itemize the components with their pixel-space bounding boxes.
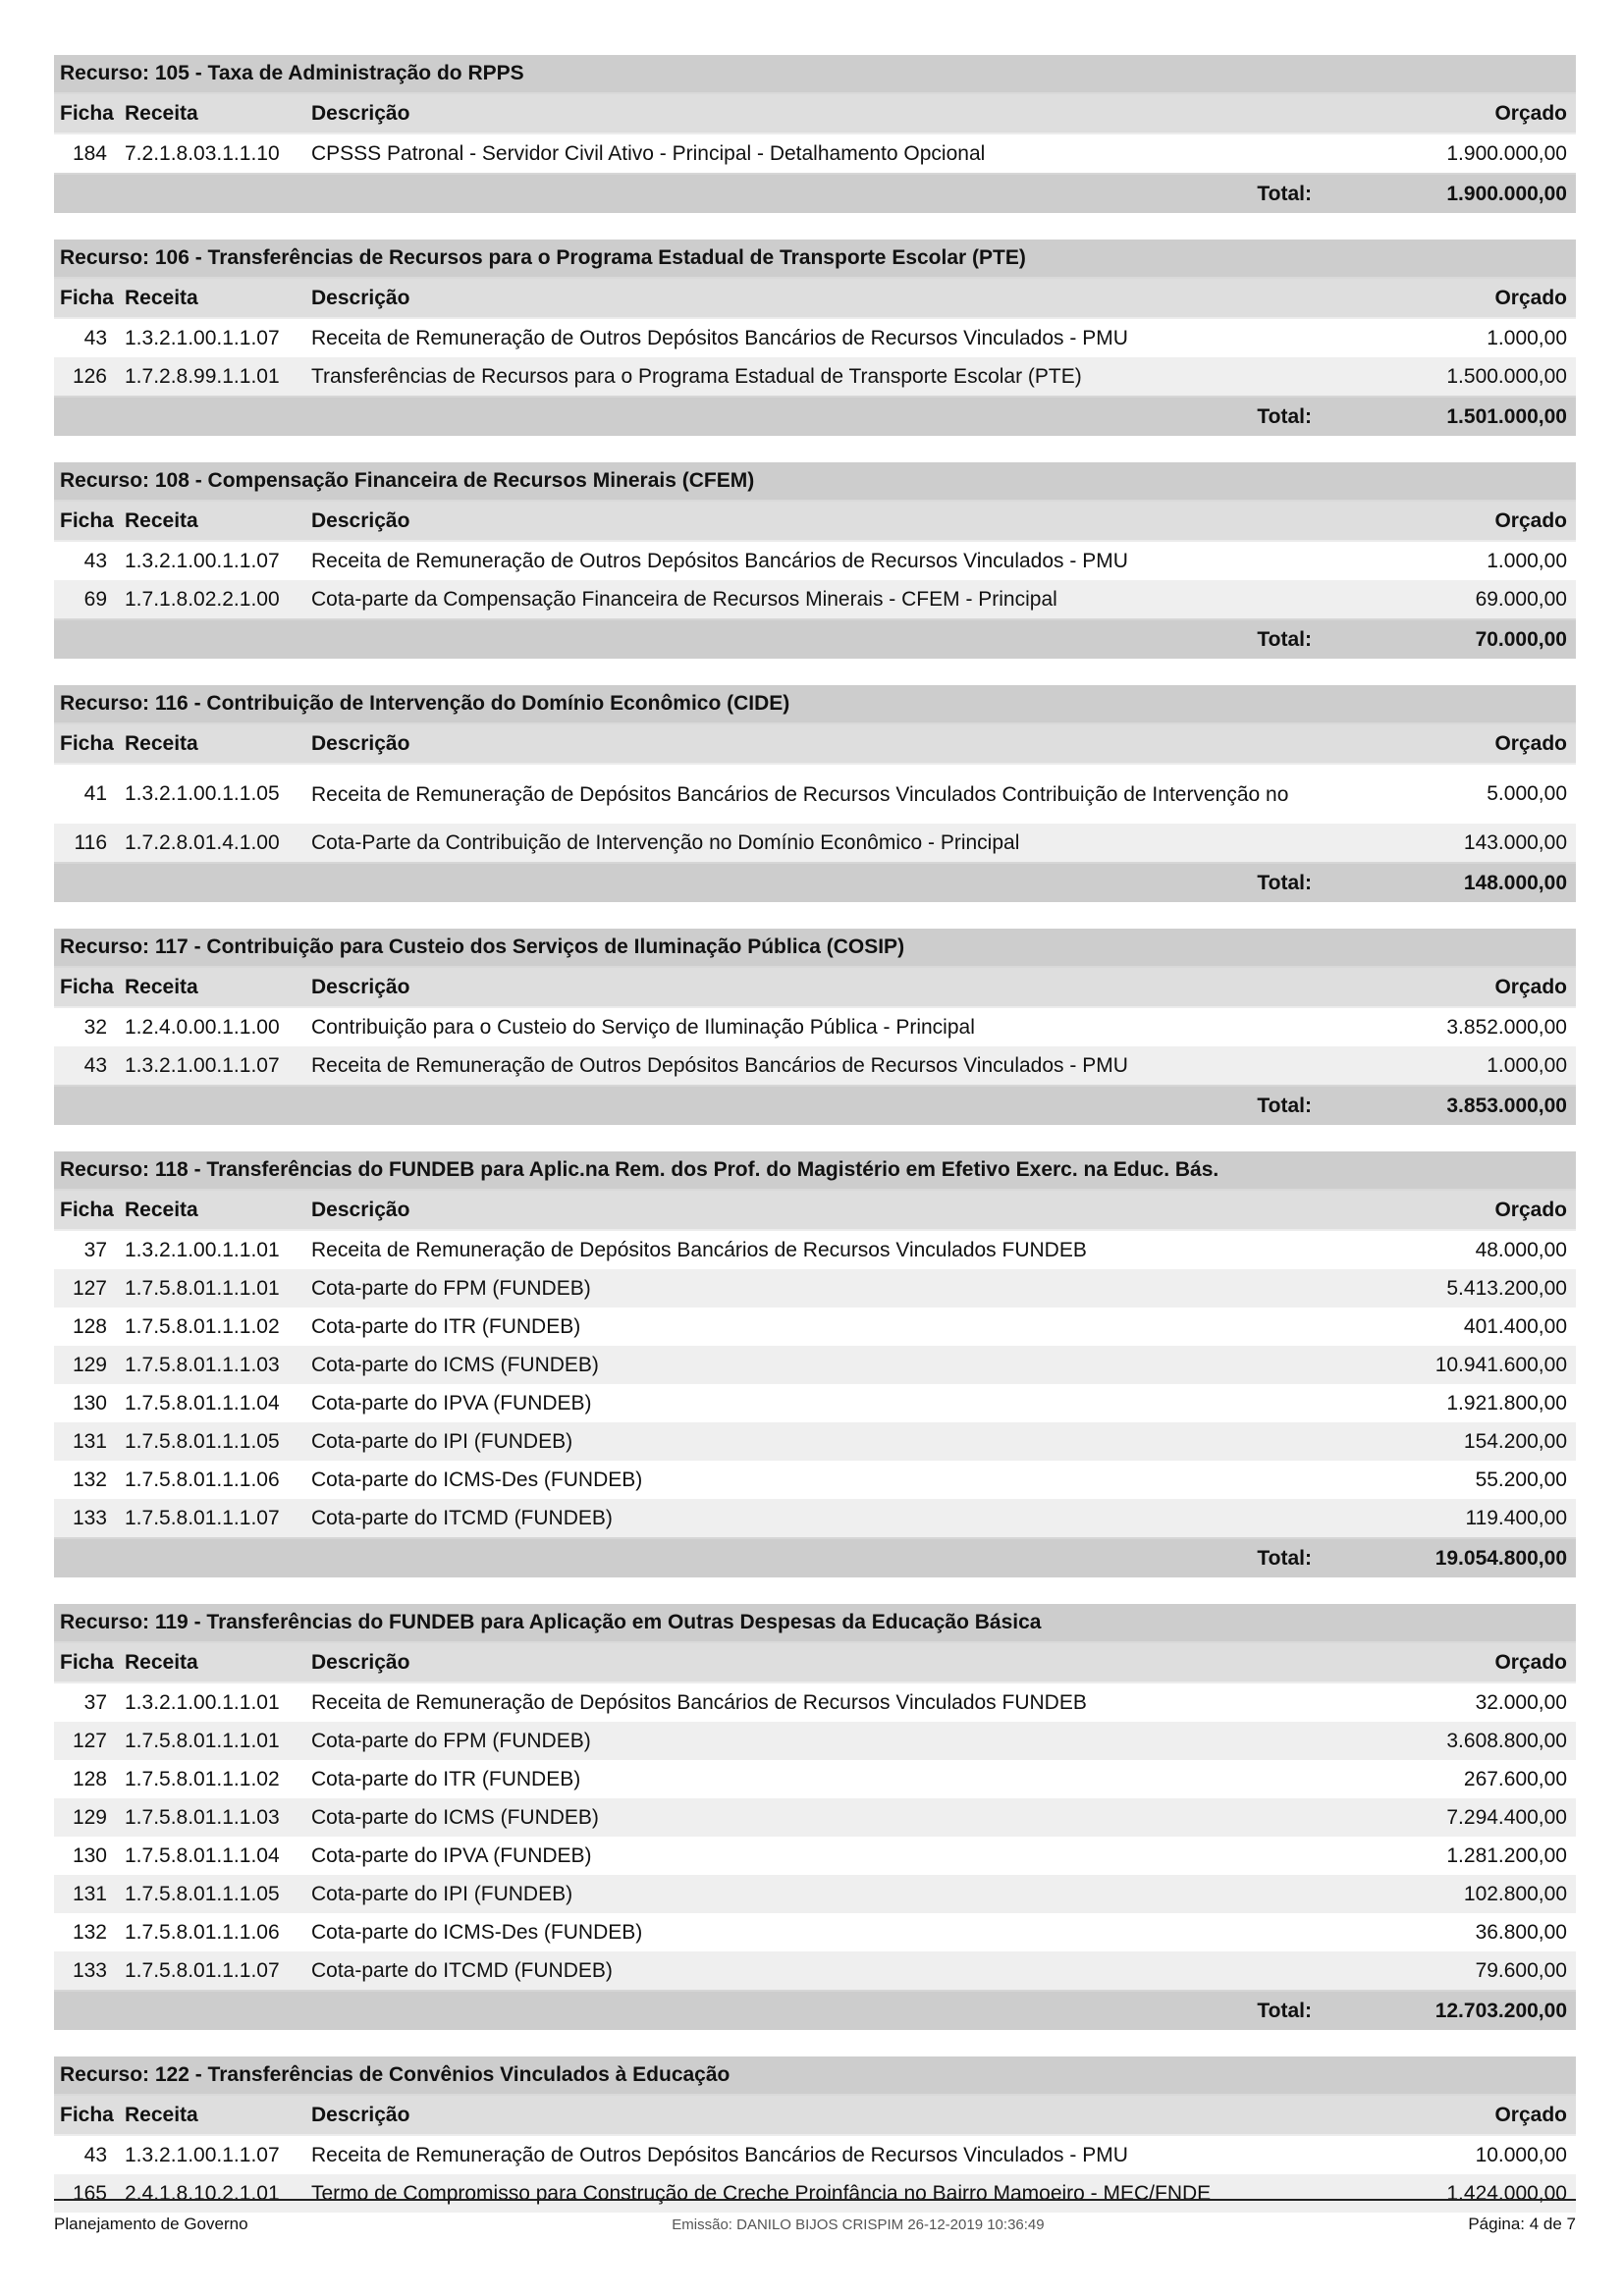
cell-descricao: CPSSS Patronal - Servidor Civil Ativo - Principal - Detalhamento Opcional (311, 142, 986, 165)
cell-descricao: Cota-parte do IPI (FUNDEB) (311, 1883, 573, 1905)
cell-ficha: 127 (72, 1729, 107, 1752)
cell-receita: 1.7.5.8.01.1.1.02 (125, 1767, 280, 1790)
cell-descricao: Cota-parte do FPM (FUNDEB) (311, 1277, 591, 1300)
total-label: Total: (1257, 1094, 1312, 1117)
cell-receita: 1.7.2.8.99.1.1.01 (125, 364, 280, 388)
column-header-descricao: Descrição (311, 1199, 410, 1221)
cell-orcado: 5.413.200,00 (1446, 1276, 1567, 1300)
column-header-ficha: Ficha (60, 101, 114, 125)
table-row (54, 1308, 1576, 1346)
cell-ficha: 131 (72, 1429, 107, 1453)
cell-orcado: 48.000,00 (1475, 1238, 1567, 1261)
table-row (54, 1837, 1576, 1875)
cell-ficha: 130 (72, 1391, 107, 1415)
column-header-descricao: Descrição (311, 509, 410, 532)
report-body (54, 55, 1576, 2239)
cell-receita: 1.3.2.1.00.1.1.07 (125, 1053, 280, 1077)
cell-receita: 2.4.1.8.10.2.1.01 (125, 2181, 280, 2205)
recurso-section (54, 929, 1576, 1125)
recurso-section (54, 1151, 1576, 1577)
cell-descricao: Cota-parte do FPM (FUNDEB) (311, 1730, 591, 1752)
column-header-row (54, 2096, 1576, 2136)
table-row (54, 1951, 1576, 1990)
table-row (54, 1384, 1576, 1422)
recurso-section (54, 2056, 1576, 2213)
cell-ficha: 130 (72, 1843, 107, 1867)
cell-descricao: Receita de Remuneração de Depósitos Bancários de Recursos Vinculados FUNDEB (311, 1239, 1087, 1261)
cell-descricao: Receita de Remuneração de Outros Depósitos Bancários de Recursos Vinculados - PMU (311, 2144, 1128, 2166)
cell-descricao: Transferências de Recursos para o Programa Estadual de Transporte Escolar (PTE) (311, 365, 1082, 388)
column-header-ficha: Ficha (60, 2103, 114, 2126)
cell-orcado: 1.900.000,00 (1446, 141, 1567, 165)
column-header-receita: Receita (125, 101, 198, 125)
recurso-title: Recurso: 118 - Transferências do FUNDEB para Aplic.na Rem. dos Prof. do Magistério em Efetivo Exerc. na Educ. Bás. (54, 1151, 1576, 1191)
cell-receita: 1.7.5.8.01.1.1.07 (125, 1506, 280, 1529)
column-header-orcado: Orçado (1494, 101, 1567, 125)
cell-orcado: 154.200,00 (1463, 1429, 1567, 1453)
cell-descricao: Receita de Remuneração de Depósitos Bancários de Recursos Vinculados Contribuição de Intervenção no (311, 782, 1289, 806)
recurso-section (54, 685, 1576, 902)
cell-orcado: 32.000,00 (1475, 1690, 1567, 1714)
cell-receita: 1.7.5.8.01.1.1.02 (125, 1314, 280, 1338)
column-header-row (54, 968, 1576, 1008)
cell-receita: 1.7.5.8.01.1.1.05 (125, 1882, 280, 1905)
table-row (54, 134, 1576, 173)
recurso-section (54, 1604, 1576, 2030)
cell-orcado: 1.424.000,00 (1446, 2181, 1567, 2205)
total-row (54, 618, 1576, 659)
cell-orcado: 1.921.800,00 (1446, 1391, 1567, 1415)
cell-receita: 1.2.4.0.00.1.1.00 (125, 1015, 280, 1039)
recurso-title: Recurso: 122 - Transferências de Convênios Vinculados à Educação (54, 2056, 1576, 2096)
cell-receita: 1.7.5.8.01.1.1.06 (125, 1468, 280, 1491)
cell-ficha: 131 (72, 1882, 107, 1905)
column-header-receita: Receita (125, 286, 198, 309)
column-header-descricao: Descrição (311, 2104, 410, 2126)
column-header-receita: Receita (125, 731, 198, 755)
column-header-row (54, 502, 1576, 542)
total-row (54, 1990, 1576, 2030)
cell-descricao: Cota-parte do IPVA (FUNDEB) (311, 1844, 592, 1867)
cell-ficha: 37 (83, 1238, 107, 1261)
recurso-section (54, 55, 1576, 213)
column-header-orcado: Orçado (1494, 731, 1567, 755)
total-label: Total: (1257, 627, 1312, 651)
table-row (54, 1683, 1576, 1722)
cell-ficha: 43 (83, 326, 107, 349)
cell-receita: 1.3.2.1.00.1.1.07 (125, 2143, 280, 2166)
column-header-receita: Receita (125, 2103, 198, 2126)
cell-descricao: Receita de Remuneração de Depósitos Bancários de Recursos Vinculados FUNDEB (311, 1691, 1087, 1714)
cell-orcado: 55.200,00 (1475, 1468, 1567, 1491)
cell-orcado: 1.000,00 (1487, 1053, 1567, 1077)
column-header-orcado: Orçado (1494, 975, 1567, 998)
cell-orcado: 102.800,00 (1463, 1882, 1567, 1905)
column-header-ficha: Ficha (60, 1650, 114, 1674)
total-row (54, 1085, 1576, 1125)
cell-orcado: 7.294.400,00 (1446, 1805, 1567, 1829)
cell-ficha: 127 (72, 1276, 107, 1300)
total-value: 70.000,00 (1475, 627, 1567, 651)
cell-orcado: 36.800,00 (1475, 1920, 1567, 1944)
table-row (54, 580, 1576, 618)
cell-orcado: 1.000,00 (1487, 549, 1567, 572)
column-header-orcado: Orçado (1494, 1650, 1567, 1674)
cell-descricao: Cota-parte do ITR (FUNDEB) (311, 1315, 581, 1338)
cell-descricao: Cota-parte do IPI (FUNDEB) (311, 1430, 573, 1453)
cell-orcado: 79.600,00 (1475, 1958, 1567, 1982)
table-row (54, 1722, 1576, 1760)
column-header-descricao: Descrição (311, 1651, 410, 1674)
cell-ficha: 128 (72, 1314, 107, 1338)
total-row (54, 396, 1576, 436)
total-label: Total: (1257, 182, 1312, 205)
cell-receita: 1.7.5.8.01.1.1.05 (125, 1429, 280, 1453)
column-header-orcado: Orçado (1494, 286, 1567, 309)
recurso-title: Recurso: 108 - Compensação Financeira de Recursos Minerais (CFEM) (54, 462, 1576, 502)
cell-ficha: 132 (72, 1468, 107, 1491)
table-row (54, 319, 1576, 357)
cell-descricao: Receita de Remuneração de Outros Depósitos Bancários de Recursos Vinculados - PMU (311, 550, 1128, 572)
cell-orcado: 69.000,00 (1475, 587, 1567, 611)
cell-receita: 1.3.2.1.00.1.1.07 (125, 549, 280, 572)
column-header-receita: Receita (125, 1198, 198, 1221)
table-row (54, 542, 1576, 580)
recurso-section (54, 240, 1576, 436)
cell-orcado: 3.852.000,00 (1446, 1015, 1567, 1039)
cell-descricao: Receita de Remuneração de Outros Depósitos Bancários de Recursos Vinculados - PMU (311, 1054, 1128, 1077)
cell-descricao: Cota-parte do ITR (FUNDEB) (311, 1768, 581, 1790)
cell-descricao: Cota-parte do ITCMD (FUNDEB) (311, 1507, 613, 1529)
column-header-receita: Receita (125, 508, 198, 532)
recurso-title: Recurso: 117 - Contribuição para Custeio dos Serviços de Iluminação Pública (COSIP) (54, 929, 1576, 968)
cell-descricao: Receita de Remuneração de Outros Depósitos Bancários de Recursos Vinculados - PMU (311, 327, 1128, 349)
table-row (54, 2136, 1576, 2174)
cell-orcado: 5.000,00 (1487, 782, 1567, 805)
cell-ficha: 133 (72, 1958, 107, 1982)
cell-orcado: 119.400,00 (1465, 1506, 1567, 1529)
table-row (54, 765, 1576, 824)
cell-descricao: Cota-parte do ICMS-Des (FUNDEB) (311, 1468, 643, 1491)
cell-orcado: 143.000,00 (1463, 830, 1567, 854)
column-header-descricao: Descrição (311, 287, 410, 309)
column-header-orcado: Orçado (1494, 1198, 1567, 1221)
table-row (54, 1346, 1576, 1384)
total-label: Total: (1257, 1546, 1312, 1570)
cell-ficha: 128 (72, 1767, 107, 1790)
column-header-ficha: Ficha (60, 975, 114, 998)
column-header-row (54, 1643, 1576, 1683)
column-header-row (54, 1191, 1576, 1231)
cell-ficha: 43 (83, 549, 107, 572)
table-row (54, 1913, 1576, 1951)
column-header-ficha: Ficha (60, 1198, 114, 1221)
column-header-row (54, 279, 1576, 319)
total-label: Total: (1257, 871, 1312, 894)
total-row (54, 862, 1576, 902)
cell-ficha: 132 (72, 1920, 107, 1944)
footer-page-number: Página: 4 de 7 (1468, 2215, 1576, 2233)
cell-ficha: 41 (83, 782, 107, 805)
footer-department: Planejamento de Governo (54, 2215, 248, 2233)
table-row (54, 824, 1576, 862)
cell-receita: 7.2.1.8.03.1.1.10 (125, 141, 280, 165)
cell-ficha: 43 (83, 1053, 107, 1077)
footer-emission: Emissão: DANILO BIJOS CRISPIM 26-12-2019 10:36:49 (672, 2216, 1045, 2233)
cell-ficha: 126 (72, 364, 107, 388)
cell-ficha: 69 (83, 587, 107, 611)
cell-receita: 1.7.2.8.01.4.1.00 (125, 830, 280, 854)
cell-ficha: 184 (72, 141, 107, 165)
cell-receita: 1.7.5.8.01.1.1.07 (125, 1958, 280, 1982)
total-value: 3.853.000,00 (1446, 1094, 1567, 1117)
table-row (54, 357, 1576, 396)
column-header-descricao: Descrição (311, 976, 410, 998)
cell-descricao: Termo de Compromisso para Construção de Creche Proinfância no Bairro Mamoeiro - MEC/FNDE (311, 2182, 1212, 2205)
cell-descricao: Cota-parte da Compensação Financeira de Recursos Minerais - CFEM - Principal (311, 588, 1057, 611)
total-value: 12.703.200,00 (1434, 1999, 1567, 2022)
column-header-ficha: Ficha (60, 508, 114, 532)
cell-receita: 1.7.5.8.01.1.1.06 (125, 1920, 280, 1944)
total-row (54, 173, 1576, 213)
total-row (54, 1537, 1576, 1577)
table-row (54, 1798, 1576, 1837)
cell-receita: 1.7.5.8.01.1.1.04 (125, 1843, 280, 1867)
column-header-row (54, 724, 1576, 765)
cell-orcado: 267.600,00 (1463, 1767, 1567, 1790)
total-value: 148.000,00 (1463, 871, 1567, 894)
column-header-ficha: Ficha (60, 731, 114, 755)
cell-descricao: Cota-Parte da Contribuição de Intervenção no Domínio Econômico - Principal (311, 831, 1020, 854)
cell-ficha: 129 (72, 1805, 107, 1829)
table-row (54, 1046, 1576, 1085)
cell-receita: 1.7.5.8.01.1.1.03 (125, 1353, 280, 1376)
cell-receita: 1.7.5.8.01.1.1.01 (125, 1729, 280, 1752)
cell-orcado: 401.400,00 (1463, 1314, 1567, 1338)
cell-receita: 1.7.5.8.01.1.1.03 (125, 1805, 280, 1829)
total-value: 1.900.000,00 (1446, 182, 1567, 205)
cell-ficha: 129 (72, 1353, 107, 1376)
total-value: 19.054.800,00 (1434, 1546, 1567, 1570)
cell-receita: 1.3.2.1.00.1.1.01 (125, 1690, 280, 1714)
cell-descricao: Cota-parte do ICMS (FUNDEB) (311, 1806, 599, 1829)
total-label: Total: (1257, 1999, 1312, 2022)
cell-receita: 1.7.1.8.02.2.1.00 (125, 587, 280, 611)
table-row (54, 1422, 1576, 1461)
total-label: Total: (1257, 404, 1312, 428)
cell-descricao: Cota-parte do ICMS-Des (FUNDEB) (311, 1921, 643, 1944)
cell-orcado: 3.608.800,00 (1446, 1729, 1567, 1752)
cell-ficha: 37 (83, 1690, 107, 1714)
recurso-title: Recurso: 119 - Transferências do FUNDEB para Aplicação em Outras Despesas da Educação Básica (54, 1604, 1576, 1643)
cell-orcado: 1.000,00 (1487, 326, 1567, 349)
cell-ficha: 43 (83, 2143, 107, 2166)
column-header-descricao: Descrição (311, 732, 410, 755)
column-header-receita: Receita (125, 975, 198, 998)
cell-orcado: 10.941.600,00 (1434, 1353, 1567, 1376)
column-header-orcado: Orçado (1494, 2103, 1567, 2126)
cell-descricao: Contribuição para o Custeio do Serviço de Iluminação Pública - Principal (311, 1016, 975, 1039)
cell-receita: 1.7.5.8.01.1.1.04 (125, 1391, 280, 1415)
table-row (54, 1231, 1576, 1269)
cell-descricao: Cota-parte do IPVA (FUNDEB) (311, 1392, 592, 1415)
table-row (54, 1875, 1576, 1913)
column-header-receita: Receita (125, 1650, 198, 1674)
column-header-ficha: Ficha (60, 286, 114, 309)
recurso-title: Recurso: 116 - Contribuição de Intervenção do Domínio Econômico (CIDE) (54, 685, 1576, 724)
cell-orcado: 1.281.200,00 (1446, 1843, 1567, 1867)
cell-orcado: 1.500.000,00 (1446, 364, 1567, 388)
table-row (54, 1008, 1576, 1046)
table-row (54, 1760, 1576, 1798)
cell-orcado: 10.000,00 (1475, 2143, 1567, 2166)
recurso-title: Recurso: 106 - Transferências de Recursos para o Programa Estadual de Transporte Escolar (PTE) (54, 240, 1576, 279)
cell-receita: 1.3.2.1.00.1.1.05 (125, 782, 280, 805)
column-header-orcado: Orçado (1494, 508, 1567, 532)
cell-receita: 1.3.2.1.00.1.1.01 (125, 1238, 280, 1261)
recurso-section (54, 462, 1576, 659)
total-value: 1.501.000,00 (1446, 404, 1567, 428)
column-header-row (54, 94, 1576, 134)
cell-ficha: 133 (72, 1506, 107, 1529)
cell-ficha: 116 (74, 830, 107, 854)
column-header-descricao: Descrição (311, 102, 410, 125)
table-row (54, 1461, 1576, 1499)
page-footer (54, 2199, 1576, 2234)
recurso-title: Recurso: 105 - Taxa de Administração do RPPS (54, 55, 1576, 94)
cell-descricao: Cota-parte do ICMS (FUNDEB) (311, 1354, 599, 1376)
table-row (54, 1499, 1576, 1537)
cell-descricao: Cota-parte do ITCMD (FUNDEB) (311, 1959, 613, 1982)
cell-receita: 1.3.2.1.00.1.1.07 (125, 326, 280, 349)
cell-ficha: 165 (72, 2181, 107, 2205)
cell-receita: 1.7.5.8.01.1.1.01 (125, 1276, 280, 1300)
table-row (54, 1269, 1576, 1308)
cell-ficha: 32 (83, 1015, 107, 1039)
